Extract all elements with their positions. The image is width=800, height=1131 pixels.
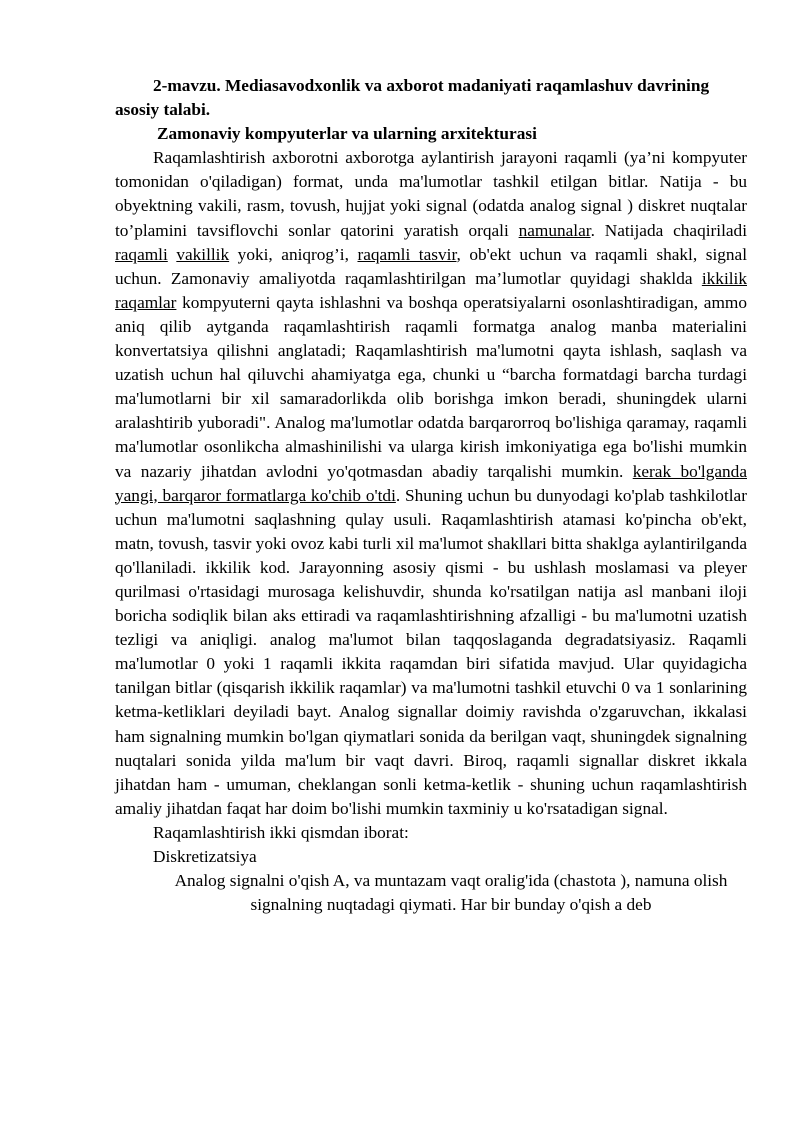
paragraph-text: . Natijada chaqiriladi (590, 220, 747, 240)
link-raqamli-tasvir[interactable]: raqamli tasvir (357, 244, 457, 264)
link-barqaror-formatlar[interactable]: kerak bo'lganda yangi, barqaror formatlarga ko'chib o'tdi (115, 461, 747, 505)
paragraph-text: , ob'ekt uchun va raqamli shakl, signal uchun. Zamonaviy amaliyotda raqamlashtirilgan ma’lumotlar quyidagi shaklda (115, 244, 747, 288)
link-raqamli[interactable]: raqamli (115, 244, 168, 264)
last-paragraph: Analog signalni o'qish A, va muntazam vaqt oralig'ida (chastota ), namuna olish signalning nuqtadagi qiymati. Har bir bunday o'qish a deb (174, 871, 728, 915)
two-parts-line: Raqamlashtirish ikki qismdan iborat: (153, 822, 409, 842)
paragraph-text: yoki, aniqrog’i, (229, 244, 358, 264)
link-namunalar[interactable]: namunalar (518, 220, 591, 240)
document-title: 2-mavzu. Mediasavodxonlik va axborot madaniyati raqamlashuv davrining asosiy talabi. (115, 76, 710, 120)
paragraph-text: kompyuterni qayta ishlashni va boshqa operatsiyalarni osonlashtiradigan, ammo aniq qilib aytganda raqamlashtirish raqamli formatga analog manba materialini konvertatsiya qilishni anglatadi; Raqamlashtirish ma'lumotni qayta ishlash, saqlash va uzatish uchun hal qiluvchi ahamiyatga ega, chunki u “barcha formatdagi barcha turdagi ma'lumotlarni bir xil samaradorlikda olib borishga imkon beradi, shuningdek ularni aralashtirib yuboradi". Analog ma'lumotlar odatda barqarorroq bo'lishiga qaramay, raqamli ma'lumotlar osonlikcha almashinilishi va ularga kirish imkoniyatiga ega bo'lishi mumkin va nazariy jihatdan avlodni yo'qotmasdan abadiy tarqalishi mumkin. (115, 292, 747, 481)
link-vakillik[interactable]: vakillik (176, 244, 230, 264)
paragraph-text: . Shuning uchun bu dunyodagi ko'plab tashkilotlar uchun ma'lumotni saqlashning qulay usuli. Raqamlashtirish atamasi ko'pincha ob'ekt, matn, tovush, tasvir yoki ovoz kabi turli xil ma'lumot shakllari bitta shaklga aylantirilganda qo'llaniladi. ikkilik kod. Jarayonning asosiy qismi - bu ushlash moslamasi va pleyer qurilmasi o'rtasidagi murosaga kelishuvdir, shunda ko'rsatilgan natija asl manbani iloji boricha sodiqlik bilan aks ettiradi va raqamlashtirishning afzalligi - bu ma'lumotni uzatish tezligi va aniqligi. analog ma'lumot bilan taqqoslaganda degradatsiyasiz. Raqamli ma'lumotlar 0 yoki 1 raqamli ikkita raqamdan biri sifatida mavjud. Ular quyidagicha tanilgan bitlar (qisqarish ikkilik raqamlar) va ma'lumotni tashkil etuvchi 0 va 1 sonlarining ketma-ketliklari deyiladi bayt. Analog signallar doimiy ravishda o'zgaruvchan, ikkalasi ham signalning mumkin bo'lgan qiymatlari sonida da berilgan vaqt, shuningdek signalning nuqtalari sonida yilda ma'lum bir vaqt davri. Biroq, raqamli signallar diskret ikkala jihatdan ham - umuman, cheklangan sonli ketma-ketlik - shuning uchun raqamlashtirish amaliy jihatdan faqat har doim bo'lishi mumkin taxminiy u ko'rsatadigan signal. (115, 485, 747, 818)
link-ikkilik-raqamlar[interactable]: ikkilik raqamlar (115, 268, 747, 312)
paragraph-text: Raqamlashtirish axborotni axborotga aylantirish jarayoni raqamli (ya’ni kompyuter tomonidan o'qiladigan) format, unda ma'lumotlar tashkil etilgan bitlar. Natija - bu obyektning vakili, rasm, tovush, hujjat yoki signal (odatda analog signal ) diskret nuqtalar to’plamini tavsiflovchi sonlar qatorini yaratish orqali (115, 148, 747, 240)
section-heading: Zamonaviy kompyuterlar va ularning arxitekturasi (157, 124, 537, 144)
document-page (115, 74, 747, 917)
discretization-line: Diskretizatsiya (153, 847, 257, 866)
main-paragraph (115, 146, 747, 821)
